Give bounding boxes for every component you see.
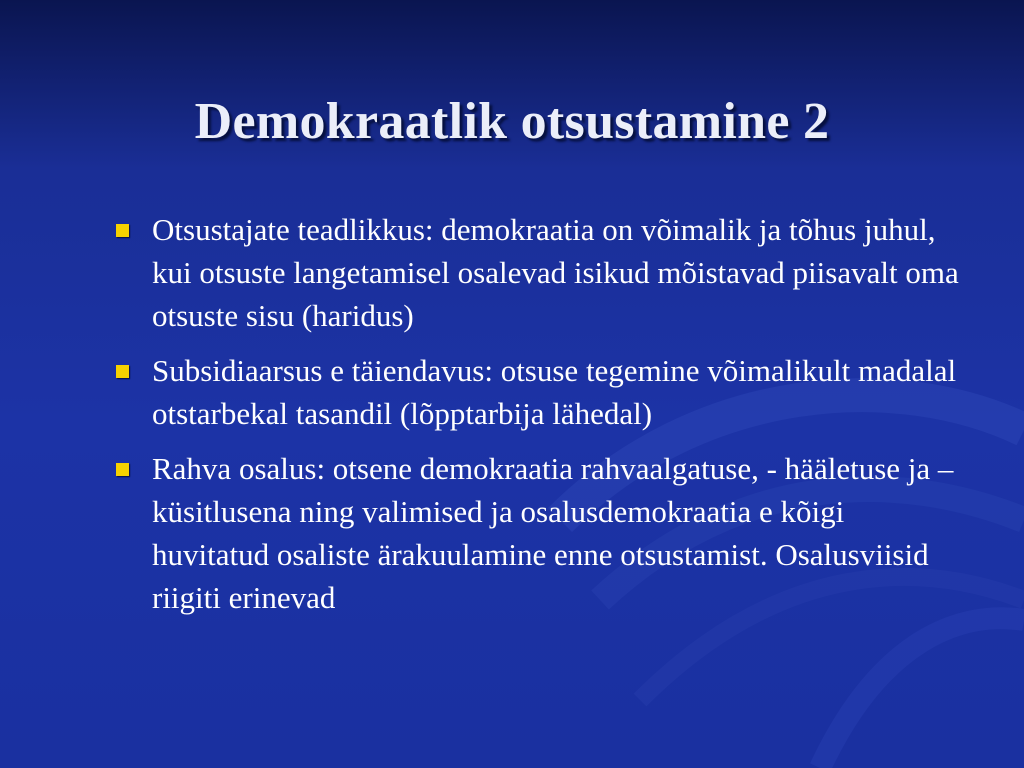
bullet-item	[114, 208, 964, 337]
slide-title: Demokraatlik otsustamine 2	[194, 93, 830, 150]
square-bullet-icon	[116, 224, 129, 237]
square-bullet-icon	[116, 463, 129, 476]
bullet-item	[114, 447, 964, 619]
bullet-item	[114, 349, 964, 435]
bullet-text: Rahva osalus: otsene demokraatia rahvaalgatuse, - hääletuse ja –küsitlusena ning valimised ja osalusdemokraatia e kõigi huvitatud osaliste ärakuulamine enne otsustamist. Osalusviisid riigiti erinevad	[152, 451, 954, 615]
bullet-list	[114, 208, 964, 631]
square-bullet-icon	[116, 365, 129, 378]
bullet-text: Subsidiaarsus e täiendavus: otsuse tegemine võimalikult madalal otstarbekal tasandil (lõpptarbija lähedal)	[152, 353, 957, 431]
bullet-text: Otsustajate teadlikkus: demokraatia on võimalik ja tõhus juhul, kui otsuste langetamisel osalevad isikud mõistavad piisavalt oma otsuste sisu (haridus)	[152, 212, 959, 333]
